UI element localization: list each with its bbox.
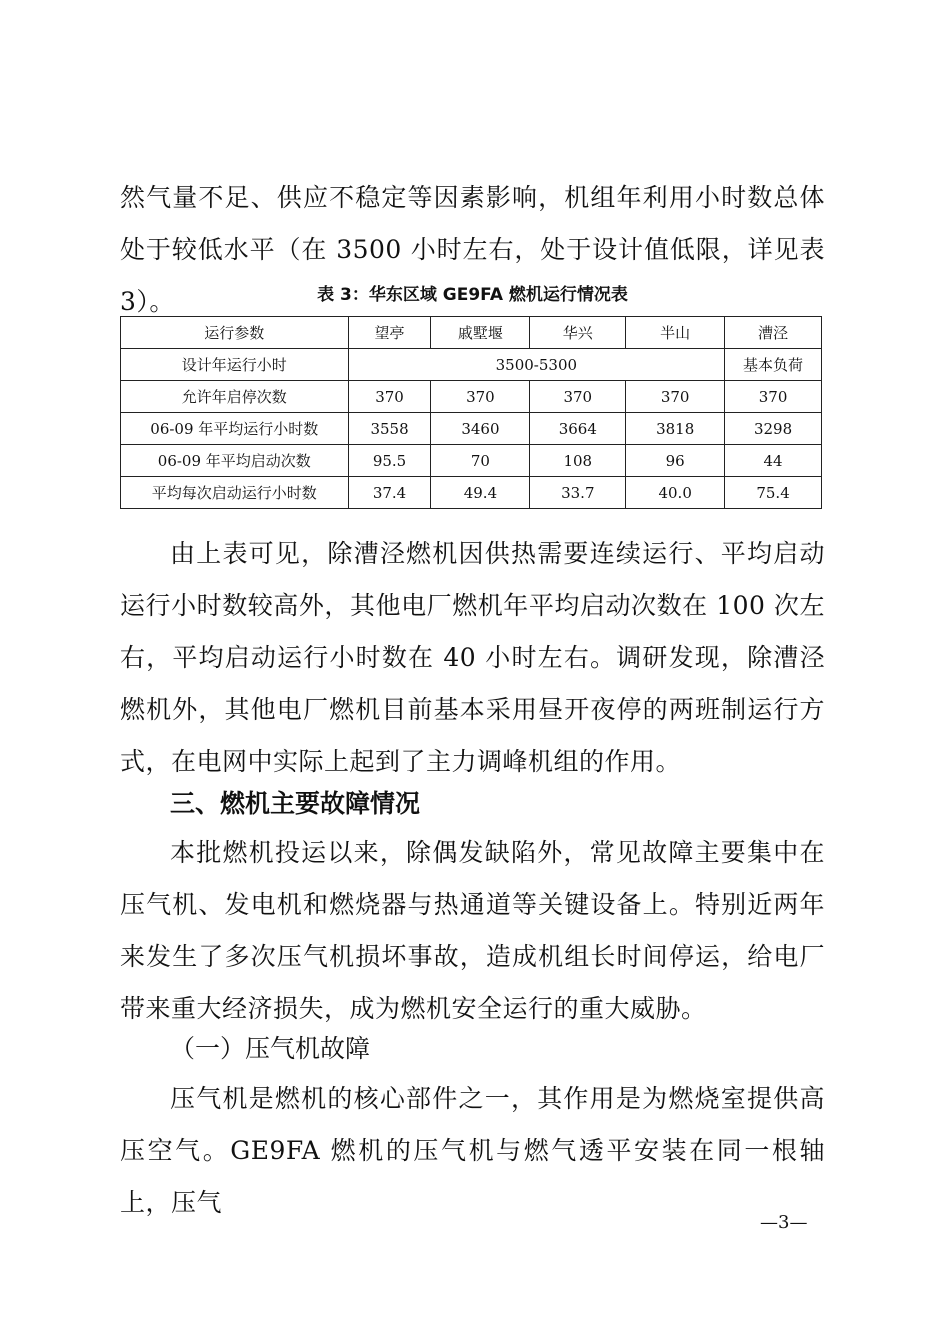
table-cell: 3818: [626, 413, 725, 445]
table-cell: 40.0: [626, 477, 725, 509]
table-caption: 表 3：华东区域 GE9FA 燃机运行情况表: [317, 285, 628, 305]
table-cell: 33.7: [530, 477, 626, 509]
page-number: —3—: [760, 1212, 808, 1233]
row-label: 平均每次启动运行小时数: [121, 477, 349, 509]
table-row: [121, 349, 822, 381]
paragraph-table-analysis: 由上表可见，除漕泾燃机因供热需要连续运行、平均启动运行小时数较高外，其他电厂燃机年平均启动次数在 100 次左右，平均启动运行小时数在 40 小时左右。调研发现，除漕泾燃机外，其他电厂燃机目前基本采用昼开夜停的两班制运行方式，在电网中实际上起到了主力调峰机组的作用。: [120, 539, 825, 776]
header-cell: 漕泾: [725, 317, 822, 349]
table-cell: 基本负荷: [725, 349, 822, 381]
table-cell: 95.5: [348, 445, 431, 477]
header-cell: 半山: [626, 317, 725, 349]
subsection-heading: （一）压气机故障: [170, 1034, 371, 1063]
table-cell: 37.4: [348, 477, 431, 509]
row-label: 允许年启停次数: [121, 381, 349, 413]
table-cell: 108: [530, 445, 626, 477]
table-header-row: [121, 317, 822, 349]
table-cell: 96: [626, 445, 725, 477]
table-cell: 70: [431, 445, 530, 477]
header-cell: 望亭: [348, 317, 431, 349]
table-cell: 3460: [431, 413, 530, 445]
table-cell: 3558: [348, 413, 431, 445]
table-cell-merged: 3500-5300: [348, 349, 725, 381]
table-cell: 370: [431, 381, 530, 413]
table-cell: 75.4: [725, 477, 822, 509]
header-cell: 戚墅堰: [431, 317, 530, 349]
table-cell: 370: [530, 381, 626, 413]
table-cell: 3298: [725, 413, 822, 445]
table-row: [121, 413, 822, 445]
table-cell: 49.4: [431, 477, 530, 509]
header-cell: 华兴: [530, 317, 626, 349]
table-cell: 370: [626, 381, 725, 413]
table-cell: 370: [348, 381, 431, 413]
table-cell: 370: [725, 381, 822, 413]
operation-table: [120, 316, 822, 509]
row-label: 06-09 年平均运行小时数: [121, 413, 349, 445]
paragraph-intro: 然气量不足、供应不稳定等因素影响，机组年利用小时数总体处于较低水平（在 3500 小时左右，处于设计值低限，详见表 3）。: [120, 183, 825, 316]
paragraph-faults: 本批燃机投运以来，除偶发缺陷外，常见故障主要集中在压气机、发电机和燃烧器与热通道等关键设备上。特别近两年来发生了多次压气机损坏事故，造成机组长时间停运，给电厂带来重大经济损失，成为燃机安全运行的重大威胁。: [120, 838, 825, 1023]
row-label: 设计年运行小时: [121, 349, 349, 381]
table-row: [121, 445, 822, 477]
section-heading: 三、燃机主要故障情况: [170, 789, 421, 818]
header-cell: 运行参数: [121, 317, 349, 349]
table-cell: 44: [725, 445, 822, 477]
paragraph-compressor: 压气机是燃机的核心部件之一，其作用是为燃烧室提供高压空气。GE9FA 燃机的压气机与燃气透平安装在同一根轴上，压气: [120, 1084, 825, 1217]
row-label: 06-09 年平均启动次数: [121, 445, 349, 477]
table-row: [121, 381, 822, 413]
table-cell: 3664: [530, 413, 626, 445]
table-row: [121, 477, 822, 509]
